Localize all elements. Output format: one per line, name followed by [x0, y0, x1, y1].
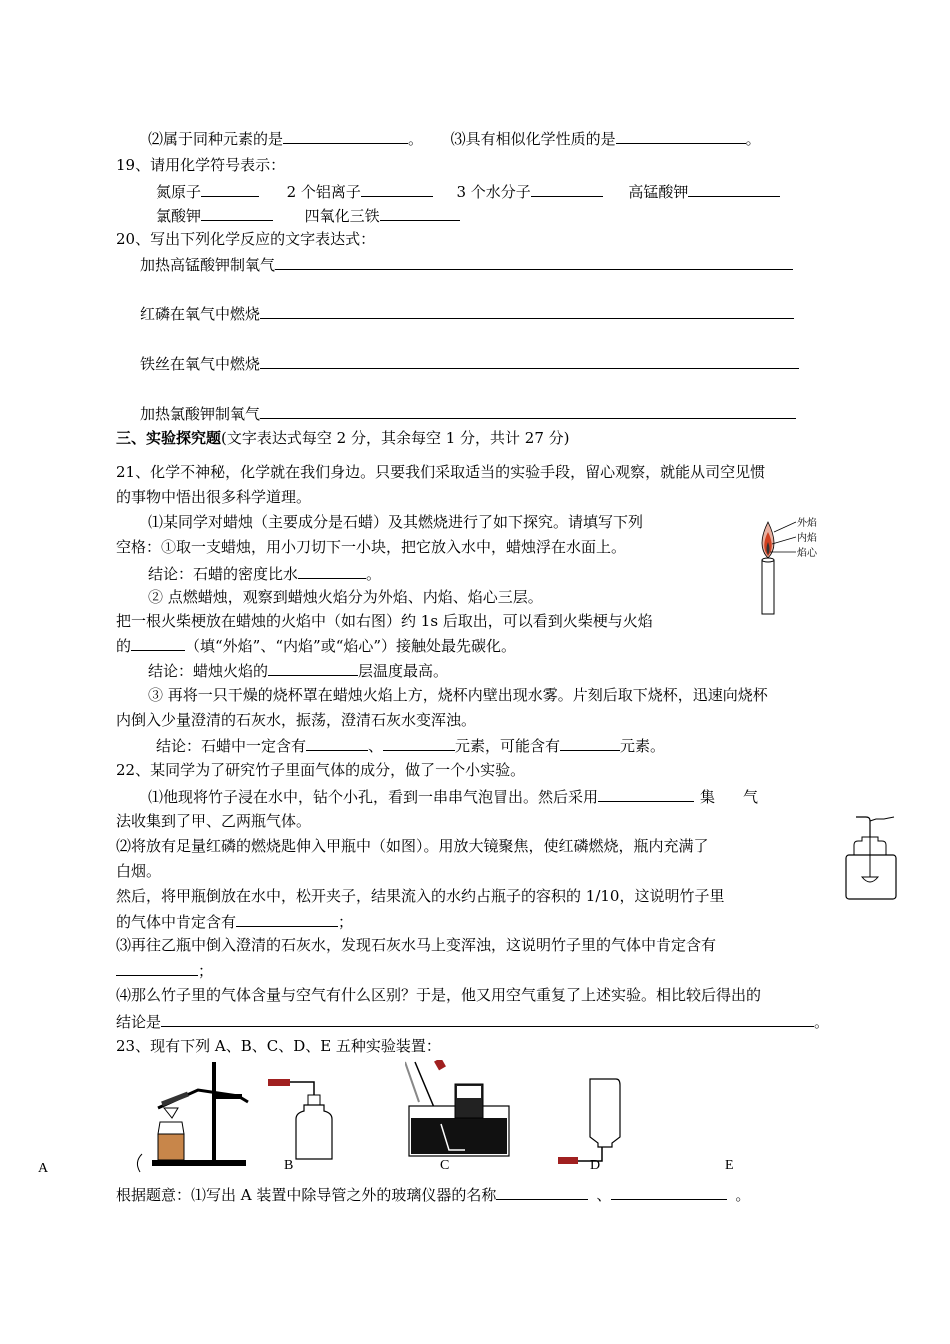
answer-blank[interactable] [306, 735, 368, 751]
q23-label: 根据题意：⑴写出 A 装置中除导管之外的玻璃仪器的名称 [116, 1186, 497, 1204]
q21-label: 结论：石蜡的密度比水 [148, 565, 299, 583]
comma: 、 [596, 1186, 612, 1204]
inverted-bottle [590, 1079, 620, 1147]
q21-label: 元素。 [620, 737, 666, 755]
q21-label: 层温度最高。 [358, 662, 449, 680]
apparatus-a-label: A [38, 1161, 49, 1176]
answer-blank[interactable] [361, 181, 433, 197]
q21-fill [116, 635, 516, 656]
q18-line [148, 128, 761, 149]
q19-item: 四氧化三铁 [304, 207, 380, 225]
q21-label: 元素，可能含有 [455, 737, 561, 755]
answer-blank[interactable] [260, 403, 796, 419]
q22-label: ⑴他现将竹子浸在水中，钻个小孔，看到一串串气泡冒出。然后采用 [148, 788, 599, 806]
q21-text: 内倒入少量澄清的石灰水，振荡，澄清石灰水变浑浊。 [116, 711, 477, 729]
q22-text: 然后，将甲瓶倒放在水中，松开夹子，结果流入的水约占瓶子的容积的 1/10，这说明竹子里 [116, 887, 725, 905]
apparatus-c [405, 1060, 515, 1160]
answer-blank[interactable] [116, 960, 198, 976]
flame-core-label: 焰心 [797, 548, 817, 559]
section-note: (文字表达式每空 2 分，其余每空 1 分，共计 27 分) [221, 429, 570, 447]
iron-stand-rod [212, 1062, 216, 1162]
iron-stand-base [152, 1160, 246, 1166]
q22-text: ⑵将放有足量红磷的燃烧匙伸入甲瓶中（如图）。用放大镜聚焦，使红磷燃烧，瓶内充满了 [116, 837, 709, 855]
answer-blank[interactable] [688, 181, 780, 197]
answer-blank[interactable] [598, 786, 694, 802]
q19-row2 [156, 205, 460, 226]
reaction-label: 加热高锰酸钾制氧气 [140, 256, 276, 274]
answer-blank[interactable] [496, 1184, 588, 1200]
period: 。 [745, 130, 761, 148]
flame-inner-label: 内焰 [797, 533, 817, 544]
answer-blank[interactable] [275, 254, 793, 270]
semicolon: ； [198, 962, 214, 980]
q22-text: 法收集到了甲、乙两瓶气体。 [116, 812, 312, 830]
answer-blank[interactable] [611, 1184, 727, 1200]
q21-label: （填“外焰”、“内焰”或“焰心”）接触处最先碳化。 [185, 637, 517, 655]
q20-r3 [140, 353, 799, 374]
apparatus-b-label: B [284, 1158, 294, 1173]
apparatus-a [128, 1060, 258, 1175]
q22-text: ⑶再往乙瓶中倒入澄清的石灰水，发现石灰水马上变浑浊，这说明竹子里的气体中肯定含有 [116, 936, 717, 954]
q22-label: 集 [700, 788, 716, 806]
answer-blank[interactable] [531, 181, 603, 197]
q21-text: ⑴某同学对蜡烛（主要成分是石蜡）及其燃烧进行了如下探究。请填写下列 [148, 513, 644, 531]
reaction-label: 加热氯酸钾制氧气 [140, 405, 261, 423]
q22-fill [148, 786, 758, 807]
reaction-label: 铁丝在氧气中燃烧 [140, 355, 261, 373]
comma: 、 [368, 737, 384, 755]
rubber-tube [558, 1157, 578, 1164]
q19-stem: 19、请用化学符号表示： [116, 156, 286, 174]
q19-item: 氯酸钾 [156, 207, 202, 225]
q19-row1 [156, 181, 780, 202]
q19-item: 高锰酸钾 [628, 183, 689, 201]
q21-text: ② 点燃蜡烛，观察到蜡烛火焰分为外焰、内焰、焰心三层。 [148, 588, 543, 606]
candle-flame-figure [750, 510, 830, 620]
q18-p3: ⑶具有相似化学性质的是 [450, 130, 616, 148]
answer-blank[interactable] [268, 660, 358, 676]
period: 。 [814, 1013, 830, 1031]
q22-fill [116, 911, 353, 932]
wooden-block [158, 1134, 184, 1160]
apparatus-c-label: C [440, 1158, 450, 1173]
answer-blank[interactable] [283, 128, 408, 144]
period: 。 [408, 130, 424, 148]
q18-p2: ⑵属于同种元素的是 [148, 130, 284, 148]
q22-fill [116, 960, 213, 981]
answer-blank[interactable] [260, 303, 794, 319]
bottle-spoon-figure [842, 815, 900, 905]
answer-blank[interactable] [560, 735, 620, 751]
q22-label: 的气体中肯定含有 [116, 913, 237, 931]
q21-conclusion [148, 563, 381, 584]
q22-label: 气 [743, 788, 759, 806]
q19-item: 3 个水分子 [456, 183, 531, 201]
collection-bottle [296, 1105, 332, 1159]
period: 。 [735, 1186, 751, 1204]
section-heading: 三、实验探究题 [116, 429, 222, 447]
answer-blank[interactable] [260, 353, 799, 369]
q21-conclusion [156, 735, 665, 756]
flame-outer-label: 外焰 [797, 518, 817, 529]
q21-conclusion [148, 660, 448, 681]
answer-blank[interactable] [201, 181, 259, 197]
apparatus-e-label: E [725, 1158, 734, 1173]
q20-r1 [140, 254, 793, 275]
answer-blank[interactable] [298, 563, 366, 579]
q22-label: 结论是 [116, 1013, 162, 1031]
q22-text: 22、某同学为了研究竹子里面气体的成分，做了一个小实验。 [116, 761, 526, 779]
q23-fill [116, 1184, 750, 1205]
answer-blank[interactable] [236, 911, 338, 927]
q21-text: 空格：①取一支蜡烛，用小刀切下一小块，把它放入水中，蜡烛浮在水面上。 [116, 538, 627, 556]
q20-r2 [140, 303, 794, 324]
answer-blank[interactable] [383, 735, 455, 751]
q22-fill [116, 1011, 829, 1032]
q19-item: 2 个铝离子 [286, 183, 361, 201]
q21-label: 结论：石蜡中一定含有 [156, 737, 307, 755]
q23-text: 23、现有下列 A、B、C、D、E 五种实验装置： [116, 1037, 441, 1055]
apparatus-d-label: D [590, 1158, 601, 1173]
q21-text: 21、化学不神秘，化学就在我们身边。只要我们采取适当的实验手段，留心观察，就能从司空见惯 [116, 463, 766, 481]
semicolon: ； [338, 913, 354, 931]
candle-body [762, 560, 774, 614]
section-title [116, 428, 570, 448]
q21-text: 把一根火柴梗放在蜡烛的火焰中（如右图）约 1s 后取出，可以看到火柴梗与火焰 [116, 612, 653, 630]
q21-label: 的 [116, 637, 132, 655]
answer-blank[interactable] [201, 205, 273, 221]
answer-blank[interactable] [616, 128, 746, 144]
answer-blank[interactable] [380, 205, 460, 221]
q21-text: 的事物中悟出很多科学道理。 [116, 488, 312, 506]
q21-text: ③ 再将一只干燥的烧杯罩在蜡烛火焰上方，烧杯内壁出现水雾。片刻后取下烧杯，迅速向烧杯 [148, 686, 768, 704]
reaction-label: 红磷在氧气中燃烧 [140, 305, 261, 323]
answer-blank[interactable] [131, 635, 185, 651]
q22-text: ⑷那么竹子里的气体含量与空气有什么区别？于是，他又用空气重复了上述实验。相比较后得出的 [116, 986, 762, 1004]
apparatus-d [550, 1075, 630, 1167]
q19-item: 氮原子 [156, 183, 202, 201]
trough-water [411, 1118, 507, 1154]
q20-r4 [140, 403, 796, 424]
q22-text: 白烟。 [116, 862, 162, 880]
alcohol-lamp-flame [164, 1108, 178, 1118]
q21-label: 结论：蜡烛火焰的 [148, 662, 269, 680]
period: 。 [366, 565, 382, 583]
answer-blank[interactable] [161, 1011, 814, 1027]
alcohol-lamp [158, 1122, 184, 1134]
q20-stem: 20、写出下列化学反应的文字表达式： [116, 230, 376, 248]
rubber-tube [268, 1079, 290, 1086]
apparatus-b [258, 1075, 338, 1167]
